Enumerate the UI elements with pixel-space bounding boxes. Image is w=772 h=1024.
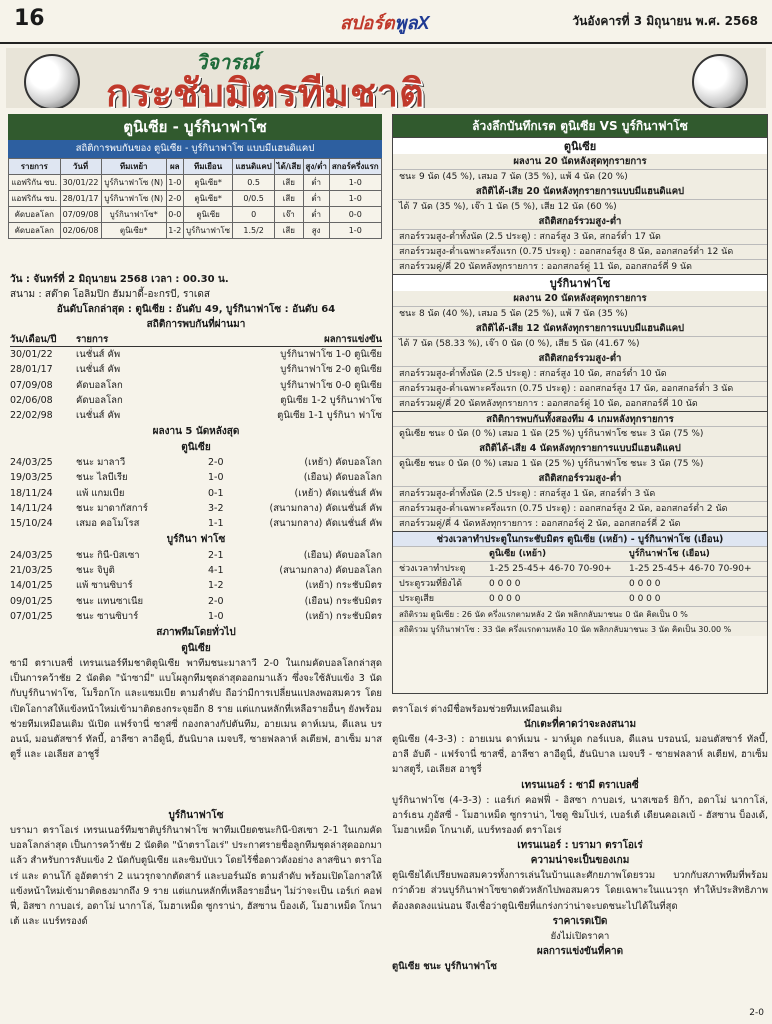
table-cell: 1-0 [329,223,381,239]
table-cell: ตูนิเซีย* [183,191,233,207]
football-right-icon [692,54,748,108]
issue-date: วันอังคารที่ 3 มิถุนายน พ.ศ. 2568 [572,14,758,28]
table-cell: 0-0 [166,207,183,223]
form-score: 1-0 [208,610,224,622]
team1-coach: เทรนเนอร์ : ซามี ตราเบลซี่ [521,779,639,791]
form-date: 19/03/25 [10,472,53,484]
match-info [10,272,382,975]
list-item [10,455,382,470]
form-comp: (เหย้า) คัดบอลโลก [304,457,382,469]
table-cell: สูง [303,223,329,239]
team2-lineup: บูร์กินาฟาโซ (4-3-3) : แอร์เก่ คอฟฟี่ - อิสซา กาบอเร่, นาสเซอร์ ยิก้า, อดาโม่ นากาโล่, อาร์เธน ภูอัสซี่ - โมฮาเหม็ด ซูกราน่า, ไซดู ซิมโปเร่, เบอร์เต้ เดียนคอเลเบ้ - ฮัสซาน บ็องเด้, โมฮาเหม็ด โกนาเต้, แบร์ทรองด์ ตราโอเร่ [392,794,768,837]
odds-open-text: ยังไม่เปิดราคา [550,930,610,942]
team-state-title: สภาพทีมโดยทั่วไป [156,627,236,638]
match-time: วัน : จันทร์ที่ 2 มิถุนายน 2568 เวลา : 00.30 น. [10,274,229,285]
table-cell: คัดบอลโลก [9,223,61,239]
form-comp: (เหย้า) คัดเนชั่นส์ คัพ [294,487,382,499]
form-comp: (สนามกลาง) คัดบอลโลก [279,565,382,577]
table-cell: เจ๊า [274,207,303,223]
table-cell: 0.5 [233,175,274,191]
list-item [10,378,382,393]
analysis-right [392,702,768,974]
team2-form [10,548,382,624]
form-date: 07/01/25 [10,610,53,622]
h2h-table-title: สถิติการพบกันของ ตูนิเซีย - บูร์กินาฟาโซ แบบมีแฮนดิแคป [8,140,382,158]
form-comp: (เยือน) คัดบอลโลก [303,550,382,562]
team1-lineup: ตูนิเซีย (4-3-3) : อายเมน ดาห์เมน - มาห์มูด กอร์แบล, ดีแลน บรอนน์, มอนตัสซาร์ ทัลบี้, อาลี อับดี - แฟร์จานี่ ซาสซี่, อาลีซา ลาอีดูนี่, ฮันนิบาล เมจบรี - ซายฟลลาห์ ลเตียฟ, ฮาเซ็ม มาสตูรี่, เอเลียส อาชูรี่ [392,734,768,776]
table-cell: เสีย [274,175,303,191]
table-cell: บูร์กินาฟาโซ* [101,207,166,223]
table-cell: 1-0 [329,175,381,191]
odds-title: ล้วงลึกบันทึกเรต ตูนิเซีย VS บูร์กินาฟาโซ [393,115,767,137]
team2-stats: บูร์กินาฟาโซ ผลงาน 20 นัดหลังสุดทุกรายการ ชนะ 8 นัด (40 %), เสมอ 5 นัด (25 %), แพ้ 7 นัด (35 %) สถิติได้-เสีย 12 นัดหลังทุกรายการแบบมีแฮนดิแคป ได้ 7 นัด (58.33 %), เจ๊า 0 นัด (0 %), เสีย 5 นัด (41.67 %) สถิติสกอร์รวมสูง-ต่ำ สกอร์รวมสูง-ต่ำทั้งนัด (2.5 ประตู) : สกอร์สูง 10 นัด, สกอร์ต่ำ 10 นัด สกอร์รวมสูง-ต่ำเฉพาะครึ่งแรก (0.75 ประตู) : ออกสกอร์สูง 17 นัด, ออกสกอร์ต่ำ 3 นัด สกอร์รวมคู่/คี่ 20 นัดหลังทุกรายการ : ออกสกอร์คู่ 10 นัด, ออกสกอร์คี่ 10 นัด [393,274,767,411]
h2h-header-cell: รายการ [9,159,61,175]
past-result: ตูนิเซีย 1-2 บูร์กินาฟาโซ [280,394,382,406]
table-cell: 1.5/2 [233,223,274,239]
table-cell: แอฟริกัน ซบ. [9,175,61,191]
list-item [10,486,382,501]
team2-state-text: บรามา ตราโอเร่ เทรนเนอร์ทีมชาติบูร์กินาฟาโซ พาทีมเบียดชนะกินี-บิสเซา 2-1 ในเกมคัดบอลโลกล่าสุด เป็นการคว้าชัย 2 นัดติด "น้าตราโอเร่" ประกาศรายชื่อลูกทีมชุดล่าสุดออกมาแล้ว สำหรับการลับแข้ง 2 นัดกับตูนิเซีย และซิมบับเว โดยไร้ชื่อดาวดังอย่าง ลาสซินา ตราโอเร่ และ ดานโก้ อูอัตตาร่า 2 แนวรุกจากตัดสาร์ และบอร์นมัธ ตามลำดับ พร้อมเปิดโอกาสให้แข้งหน้าใหม่เข้ามาติดธงมากถึง 9 ราย แต่แกนหลักที่เหลือรายอื่นๆ ไม่ว่าจะเป็น เอร์เก่ คอฟฟี่, อิสซา กาบอเร่, อดาโม่ นากาโล่, โมฮาเหม็ด ซูกราน่า, ฮัสซาน บ็องเด้, โมฮาเหม็ด โกนาเต้ และ แบร์ทรองด์ [10,825,382,928]
table-cell: ตูนิเซีย* [101,223,166,239]
prediction-title: ผลการแข่งขันที่คาด [536,945,624,957]
form-score: 2-0 [208,595,224,607]
table-cell: 0 [233,207,274,223]
past-date: 28/01/17 [10,364,53,376]
table-cell: ตูนิเซีย* [183,175,233,191]
table-cell: บูร์กินาฟาโซ (N) [101,175,166,191]
past-comp: เนชั่นส์ คัพ [76,409,121,421]
form-result: ชนะ กินี-บิสเซา [76,550,140,562]
list-item [10,548,382,563]
past-result: บูร์กินาฟาโซ 2-0 ตูนิเซีย [280,364,382,376]
form-score: 0-1 [208,487,224,499]
table-cell: 0-0 [329,207,381,223]
banner-title: กระชับมิตรทีมชาติ [106,71,425,108]
past-result: ตูนิเซีย 1-1 บูร์กินา ฟาโซ [277,409,382,421]
list-item [10,516,382,531]
page-number: 16 [14,6,45,31]
form-score: 2-0 [208,457,224,469]
team2-state-title: บูร์กินาฟาโซ [168,810,224,821]
form-date: 24/03/25 [10,457,53,469]
prediction-score: 2-0 [749,1008,764,1018]
table-cell: ต่ำ [303,207,329,223]
past-date: 02/06/08 [10,394,53,406]
form-date: 18/11/24 [10,487,53,499]
form-date: 14/01/25 [10,580,53,592]
form-comp: (เยือน) คัดบอลโลก [303,472,382,484]
table-row [9,175,382,191]
last5-title: ผลงาน 5 นัดหลังสุด [152,426,240,438]
list-item [10,393,382,408]
past-title: สถิติการพบกันที่ผ่านมา [146,319,246,330]
chance-text: ตูนิเซียได้เปรียบพอสมควรทั้งการเล่นในบ้านและศักยภาพโดยรวม บวกกับสภาพทีมที่พร้อมกว่าด้วย ส่วนบูร์กินาฟาโซขาดตัวหลักไปพอสมควร โดยเฉพาะในแนวรุก ทำให้ประสิทธิภาพต้องลดลงแน่นอน จึงเชื่อว่าตูนิเซียที่แกร่งกว่าน่าจะบดชนะไปได้ในที่สุด [392,870,768,912]
table-cell: 1-2 [166,223,183,239]
table-cell: 0/0.5 [233,191,274,207]
past-date: 22/02/98 [10,409,53,421]
past-list [10,347,382,423]
table-cell: เสีย [274,191,303,207]
h2h-header-cell: วันที่ [60,159,101,175]
list-item [10,609,382,624]
table-row [9,223,382,239]
form-result: ชนะ มาดากัสการ์ [76,502,148,514]
h2h-table [8,158,382,239]
h2h-box [8,114,382,239]
team1-form [10,455,382,531]
form-comp: (เหย้า) กระชับมิตร [305,610,382,622]
table-cell: ต่ำ [303,175,329,191]
h2h-header-cell: ทีมเยือน [183,159,233,175]
form-score: 1-0 [208,472,224,484]
form-comp: (เหย้า) กระชับมิตร [305,580,382,592]
table-cell: 28/01/17 [60,191,101,207]
table-cell: 2-0 [166,191,183,207]
football-left-icon [24,54,80,108]
form-result: ชนะ มาลาวี [76,457,126,469]
form-comp: (สนามกลาง) คัดเนชั่นส์ คัพ [269,517,382,529]
banner-subtitle: วิจารณ์ [196,50,260,74]
h2h-header-cell: ทีมเหย้า [101,159,166,175]
list-item [10,501,382,516]
title-banner [6,48,766,108]
form-result: แพ้ แกมเบีย [76,487,125,499]
list-item [10,470,382,485]
form-date: 21/03/25 [10,565,53,577]
odds-record-box [392,114,768,694]
match-venue: สนาม : สต๊าด โอลิมปิก ฮัมมาดี้-อะกรบี, ราเดส [10,289,210,300]
form-score: 1-2 [208,580,224,592]
form-comp: (สนามกลาง) คัดเนชั่นส์ คัพ [269,502,382,514]
form-comp: (เยือน) กระชับมิตร [304,595,382,607]
past-date: 07/09/08 [10,379,53,391]
table-cell: ต่ำ [303,191,329,207]
chance-title: ความน่าจะเป็นของเกม [530,855,630,867]
table-cell: บูร์กินาฟาโซ [183,223,233,239]
match-title: ตูนิเซีย - บูร์กินาฟาโซ [8,114,382,140]
list-item [10,578,382,593]
table-cell: ตูนิเซีย [183,207,233,223]
form-date: 14/11/24 [10,502,53,514]
past-comp: คัดบอลโลก [76,379,123,391]
table-cell: คัดบอลโลก [9,207,61,223]
h2h-header-cell: แฮนดิแคป [233,159,274,175]
brand-logo: สปอร์ตพูลX [340,13,430,33]
form-date: 09/01/25 [10,595,53,607]
table-cell: 1-0 [166,175,183,191]
team2-coach: เทรนเนอร์ : บรามา ตราโอเร่ [517,840,643,852]
table-cell: บูร์กินาฟาโซ (N) [101,191,166,207]
form-result: ชนะ ซานซิบาร์ [76,610,139,622]
odds-open-title: ราคาเรตเปิด [552,915,608,927]
past-comp: เนชั่นส์ คัพ [76,364,121,376]
past-comp: คัดบอลโลก [76,394,123,406]
h2h-header-cell: ผล [166,159,183,175]
intro-line: ตราโอเร่ ต่างมีชื่อพร้อมช่วยทีมเหมือนเดิม [392,704,563,715]
list-item [10,362,382,377]
form-result: เสมอ คอโมโรส [76,517,140,529]
form-score: 1-1 [208,517,224,529]
form-score: 4-1 [208,565,224,577]
team1-state-text: ซามี ตราเบลซี่ เทรนเนอร์ทีมชาติตูนิเซีย พาทีมชนะมาลาวี 2-0 ในเกมคัดบอลโลกล่าสุด เป็นการคว้าชัย 2 นัดติด "น้าซามี่" แบโผลูกทีมชุดล่าสุดออกมาแล้ว ซึ่งจะใช้ลับแข้ง 3 นัดกับบูร์กินาฟาโซ, โมร็อกโก และแซมเบีย ตามลำดับ ถือว่ามีการเปลี่ยนแปลงพอสมควร โดยเปิดโอกาสให้แข้งหน้าใหม่เข้ามาติดธงกระจุยอีก 8 ราย แต่แกนหลักที่เหลือรายอื่นๆ ยังพร้อมช่วยทีมเหมือนเดิม นัเปิด แฟร์จานี่ ซาสซี่ กองกลางกัปตันทีม, อายเมน ดาห์เมน, ดีแลน บรอนน์, มอนตัสซาร์ ทัลบี้, อาลีซา ลาอีดูนี่, ฮันนิบาล เมจบรี, ซายฟลลาห์ ลเตียฟ, ฮาเซ็ม มาสตูรี่ และ เอเลียส อาชูรี่ [10,658,382,761]
past-date: 30/01/22 [10,349,53,361]
table-cell: แอฟริกัน ซบ. [9,191,61,207]
form-score: 3-2 [208,502,224,514]
team2-form-title: บูร์กินา ฟาโซ [166,534,226,546]
table-row [9,191,382,207]
past-result: บูร์กินาฟาโซ 1-0 ตูนิเซีย [280,349,382,361]
h2h-header-cell: สกอร์ครึ่งแรก [329,159,381,175]
prediction-text: ตูนิเซีย ชนะ บูร์กินาฟาโซ [392,960,497,972]
h2h-stats: สถิติการพบกันทั้งสองทีม 4 เกมหลังทุกรายการ ตูนิเซีย ชนะ 0 นัด (0 %) เสมอ 1 นัด (25 %) บูร์กินาฟาโซ ชนะ 3 นัด (75 %) สถิติได้-เสีย 4 นัดหลังทุกรายการแบบมีแฮนดิแคป ตูนิเซีย ชนะ 0 นัด (0 %) เสมอ 1 นัด (25 %) บูร์กินาฟาโซ ชนะ 3 นัด (75 %) สถิติสกอร์รวมสูง-ต่ำ สกอร์รวมสูง-ต่ำทั้งนัด (2.5 ประตู) : สกอร์สูง 1 นัด, สกอร์ต่ำ 3 นัด สกอร์รวมสูง-ต่ำเฉพาะครึ่งแรก (0.75 ประตู) : ออกสกอร์สูง 2 นัด, ออกสกอร์ต่ำ 2 นัด สกอร์รวมคู่/คี่ 4 นัดหลังทุกรายการ : ออกสกอร์คู่ 2 นัด, ออกสกอร์คี่ 2 นัด [393,411,767,531]
team1-stats: ตูนิเซีย ผลงาน 20 นัดหลังสุดทุกรายการ ชนะ 9 นัด (45 %), เสมอ 7 นัด (35 %), แพ้ 4 นัด (20 %) สถิติได้-เสีย 20 นัดหลังทุกรายการแบบมีแฮนดิแคป ได้ 7 นัด (35 %), เจ๊า 1 นัด (5 %), เสีย 12 นัด (60 %) สถิติสกอร์รวมสูง-ต่ำ สกอร์รวมสูง-ต่ำทั้งนัด (2.5 ประตู) : สกอร์สูง 3 นัด, สกอร์ต่ำ 17 นัด สกอร์รวมสูง-ต่ำเฉพาะครึ่งแรก (0.75 ประตู) : ออกสกอร์สูง 8 นัด, ออกสกอร์ต่ำ 12 นัด สกอร์รวมคู่/คี่ 20 นัดหลังทุกรายการ : ออกสกอร์คู่ 11 นัด, ออกสกอร์คี่ 9 นัด [393,137,767,274]
goal-time-stats: ช่วงเวลาทำประตูในกระชับมิตร ตูนิเซีย (เหย้า) - บูร์กินาฟาโซ (เยือน) ตูนิเซีย (เหย้า) บูร์กินาฟาโซ (เยือน) ช่วงเวลาทำประตู 1-25 25-45+ 46-70 70-90+ 1-25 25-45+ 46-70 70-90+ ประตูรวมที่ยิงได้ 0 0 0 0 0 0 0 0 ประตูเสีย 0 0 0 0 0 0 0 0 สถิติรวม ตูนิเซีย : 26 นัด ครึ่งแรกตามหลัง 2 นัด พลิกกลับมาชนะ 0 นัด คิดเป็น 0 % สถิติรวม บูร์กินาฟาโซ : 33 นัด ครึ่งแรกตามหลัง 10 นัด พลิกกลับมาชนะ 3 นัด คิดเป็น 30.00 % [393,531,767,636]
world-ranking: อันดับโลกล่าสุด : ตูนิเซีย : อันดับ 49, บูร์กินาฟาโซ : อันดับ 64 [56,304,336,315]
table-row [9,207,382,223]
page-header [0,0,772,44]
past-head: วัน/เดือน/ปี รายการ ผลการแข่งขัน [10,332,382,347]
h2h-header-cell: สูง/ต่ำ [303,159,329,175]
form-result: ชนะ จิบูติ [76,565,115,577]
list-item [10,563,382,578]
form-date: 24/03/25 [10,550,53,562]
team1-form-title: ตูนิเซีย [181,442,211,454]
team1-state-title: ตูนิเซีย [181,643,211,654]
lineup-title: นักเตะที่คาดว่าจะลงสนาม [523,719,637,730]
list-item [10,347,382,362]
past-comp: เนชั่นส์ คัพ [76,349,121,361]
past-result: บูร์กินาฟาโซ 0-0 ตูนิเซีย [280,379,382,391]
table-cell: 1-0 [329,191,381,207]
form-result: ชนะ แทนซาเนีย [76,595,144,607]
list-item [10,408,382,423]
h2h-header-cell: ได้/เสีย [274,159,303,175]
form-date: 15/10/24 [10,517,53,529]
list-item [10,594,382,609]
form-result: แพ้ ซานซิบาร์ [76,580,133,592]
form-result: ชนะ ไลบีเรีย [76,472,128,484]
table-cell: 30/01/22 [60,175,101,191]
table-cell: 02/06/08 [60,223,101,239]
table-cell: 07/09/08 [60,207,101,223]
table-cell: เสีย [274,223,303,239]
form-score: 2-1 [208,550,224,562]
